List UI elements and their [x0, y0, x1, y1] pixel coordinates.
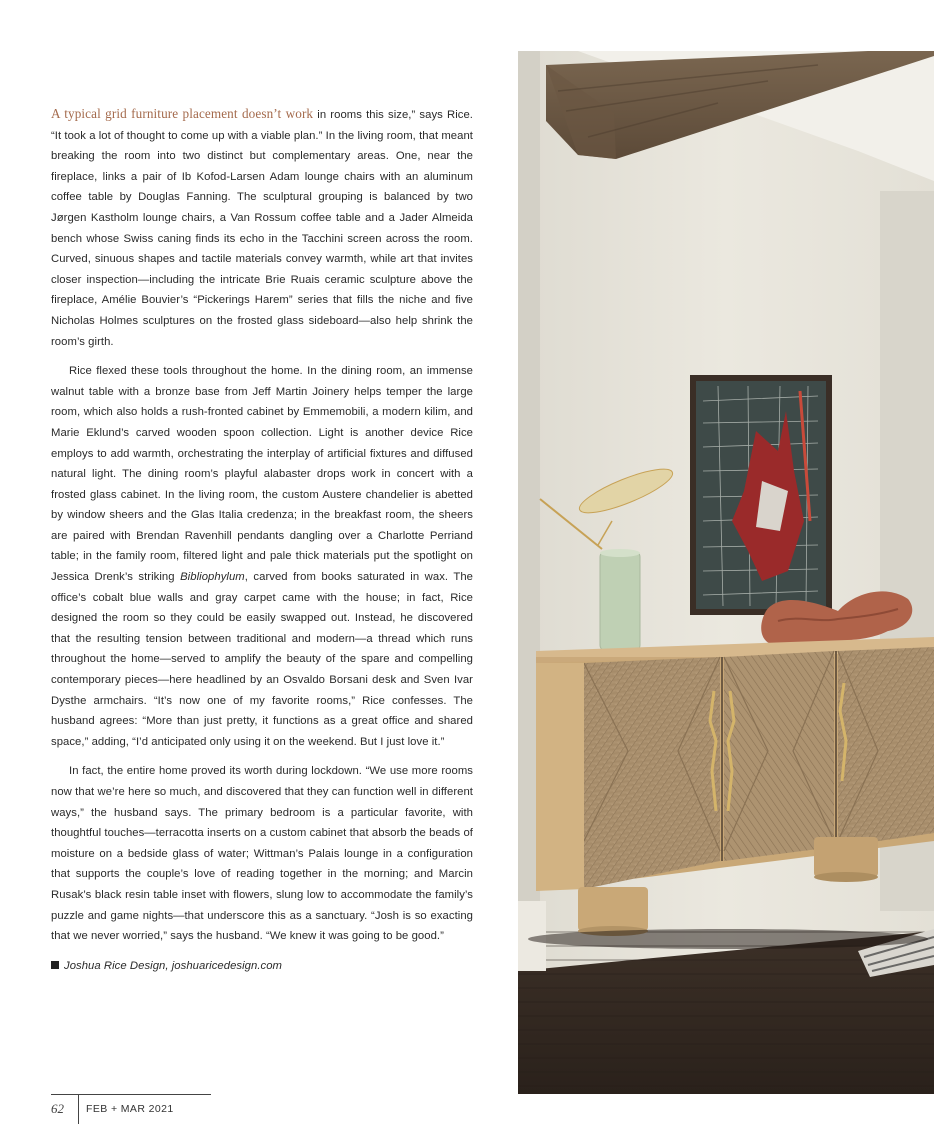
end-mark-icon: [51, 961, 59, 969]
footer-rule: [51, 1094, 211, 1095]
paragraph-2: [51, 361, 473, 752]
paragraph-3: In fact, the entire home proved its worth during lockdown. “We use more rooms now that we’re here so much, and discovered that they can function well in different ways,” the husband says. The primary bedroom is a particular favorite, with thoughtful touches—terracotta inserts on a custom cabinet that absorb the beads of moisture on a bedside glass of water; Wittman’s Palais lounge in a configuration that supports the couple’s love of reading together in the morning; and Marcin Rusak’s black resin table inset with flowers, slung low to accommodate the family’s puzzle and game nights—that underscore this as a sanctuary. “Josh is so exacting that we never worried,” says the husband. “We knew it was going to be good.”: [51, 765, 473, 943]
page-number: 62: [51, 1101, 64, 1116]
footer-divider: [78, 1094, 79, 1124]
paragraph-2-text-b: , carved from books saturated in wax. The office’s cobalt blue walls and gray carpet came with the house; in fact, Rice designed the room so they could be easily swapped out. Instead, he discovered that the resulting tension between traditional and modern—a thread which runs throughout the home—served to amplify the beauty of the spare and compelling contemporary pieces—here headlined by an Osvaldo Borsani desk and Sven Ivar Dysthe armchairs. “It’s now one of my favorite rooms,” Rice confesses. The husband agrees: “More than just pretty, it functions as a great office and shared space,” adding, “I’d anticipated only using it on the weekend. But I just love it.”: [51, 571, 473, 748]
issue-date: FEB + MAR 2021: [86, 1103, 174, 1115]
designer-credit: [51, 956, 473, 977]
credit-text: Joshua Rice Design, joshuaricedesign.com: [64, 959, 283, 972]
artwork-title: Bibliophylum: [180, 571, 245, 584]
paragraph-1-text: in rooms this size,” says Rice. “It took a lot of thought to come up with a viable plan.” In the living room, that meant breaking the room into two distinct but complementary areas. One, near the fireplace, links a pair of Ib Kofod-Larsen Adam lounge chairs with an aluminum coffee table by Douglas Fanning. The sculptural grouping is balanced by two Jørgen Kastholm lounge chairs, a Van Rossum coffee table and a Jader Almeida bench whose Swiss caning finds its echo in the Tacchini screen across the room. Curved, sinuous shapes and tactile materials convey warmth, while art that invites closer inspection—including the intricate Brie Ruais ceramic sculpture above the fireplace, Amélie Bouvier’s “Pickerings Harem” series that fills the niche and five Nicholas Holmes sculptures on the frosted glass sideboard—also help shrink the room’s girth.: [51, 109, 473, 348]
paragraph-1: [51, 104, 473, 352]
lead-in: A typical grid furniture placement doesn’t work: [51, 106, 314, 121]
paragraph-2-text-a: Rice flexed these tools throughout the home. In the dining room, an immense walnut table with a bronze base from Jeff Martin Joinery helps temper the large room, which also holds a rush-fronted cabinet by Emmemobili, a modern kilim, and Marie Eklund’s carved wooden spoon collection. Light is another device Rice employs to add warmth, orchestrating the interplay of artificial fixtures and diffused natural light. The dining room’s playful alabaster drops work in concert with a frosted glass cabinet. In the living room, the custom Austere chandelier is abetted by window sheers and the Glas Italia credenza; in the breakfast room, the sheers are paired with Brendan Ravenhill pendants dangling over a Charlotte Perriand table; in the family room, filtered light and pale thick materials put the spotlight on Jessica Drenk’s striking: [51, 365, 473, 584]
article-body: [51, 104, 473, 985]
interior-photo: [518, 51, 934, 1094]
